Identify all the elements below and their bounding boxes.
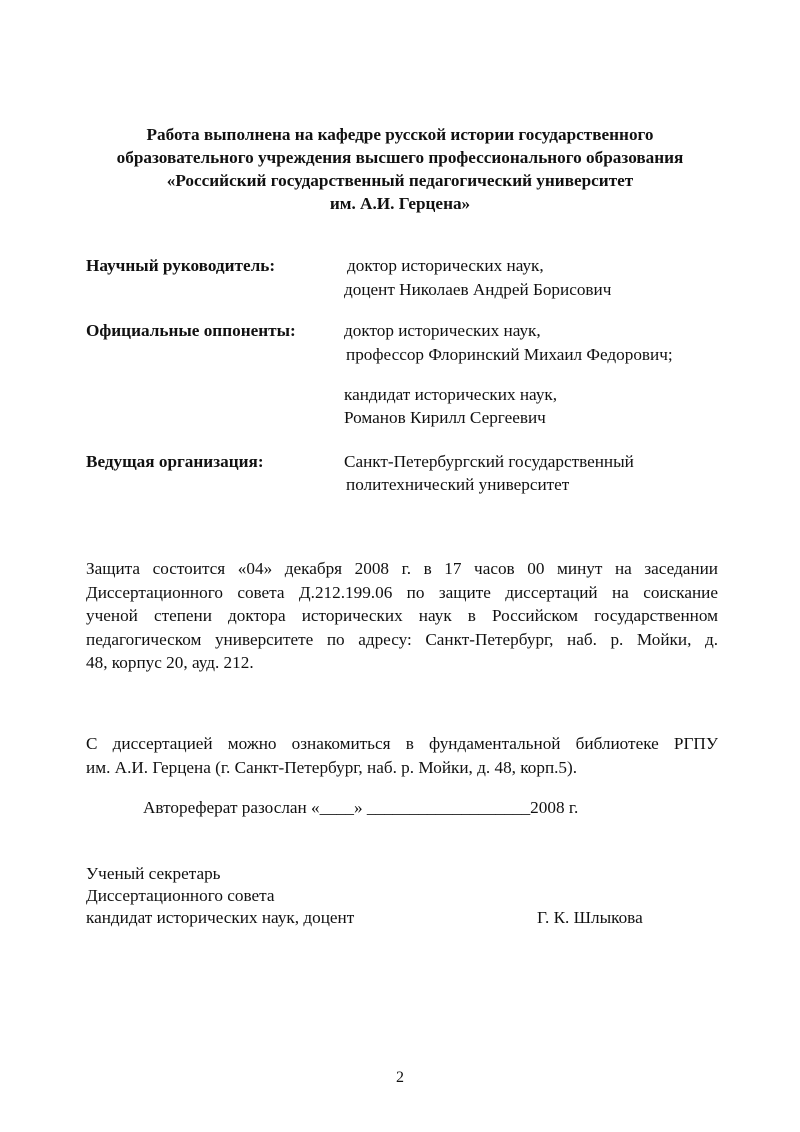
secretary-title: Ученый секретарь	[86, 864, 221, 883]
page-number: 2	[396, 1069, 404, 1086]
secretary-council: Диссертационного совета	[86, 886, 275, 905]
header-line-2: образовательного учреждения высшего профессионального образования	[116, 148, 684, 167]
opponent-1-degree: доктор исторических наук,	[344, 321, 541, 340]
mailing-date-line: Автореферат разослан «____» ___________________2008 г.	[143, 798, 579, 817]
secretary-name: Г. К. Шлыкова	[537, 908, 643, 927]
header-line-3: «Российский государственный педагогический университет	[166, 171, 634, 190]
opponent-1-name: профессор Флоринский Михаил Федорович;	[346, 345, 673, 364]
opponents-label: Официальные оппоненты:	[86, 321, 296, 340]
library-line-1: С диссертацией можно ознакомиться в фундаментальной библиотеке РГПУ	[86, 734, 718, 753]
header-block	[60, 123, 740, 215]
leading-org-label: Ведущая организация:	[86, 452, 264, 471]
header-line-1: Работа выполнена на кафедре русской истории государственного	[146, 125, 654, 144]
secretary-degree: кандидат исторических наук, доцент	[86, 908, 355, 927]
leading-org-line-1: Санкт-Петербургский государственный	[344, 452, 634, 471]
opponent-2-name: Романов Кирилл Сергеевич	[344, 408, 546, 427]
leading-org-line-2: политехнический университет	[346, 475, 570, 494]
defense-line-3: ученой степени доктора исторических наук в Российском государственном	[86, 606, 718, 625]
library-paragraph	[86, 732, 718, 779]
supervisor-name: доцент Николаев Андрей Борисович	[344, 280, 612, 299]
library-line-2: им. А.И. Герцена (г. Санкт-Петербург, наб. р. Мойки, д. 48, корп.5).	[86, 757, 578, 777]
defense-line-2: Диссертационного совета Д.212.199.06 по защите диссертаций на соискание	[86, 582, 718, 602]
supervisor-degree: доктор исторических наук,	[347, 256, 544, 275]
defense-line-4: педагогическом университете по адресу: Санкт-Петербург, наб. р. Мойки, д.	[86, 629, 718, 649]
defense-paragraph	[86, 557, 718, 675]
defense-line-5: 48, корпус 20, ауд. 212.	[86, 653, 254, 672]
defense-line-1: Защита состоится «04» декабря 2008 г. в 17 часов 00 минут на заседании	[86, 559, 718, 578]
opponent-2-degree: кандидат исторических наук,	[344, 385, 558, 404]
header-line-4: им. А.И. Герцена»	[329, 194, 471, 213]
supervisor-label: Научный руководитель:	[86, 256, 276, 275]
